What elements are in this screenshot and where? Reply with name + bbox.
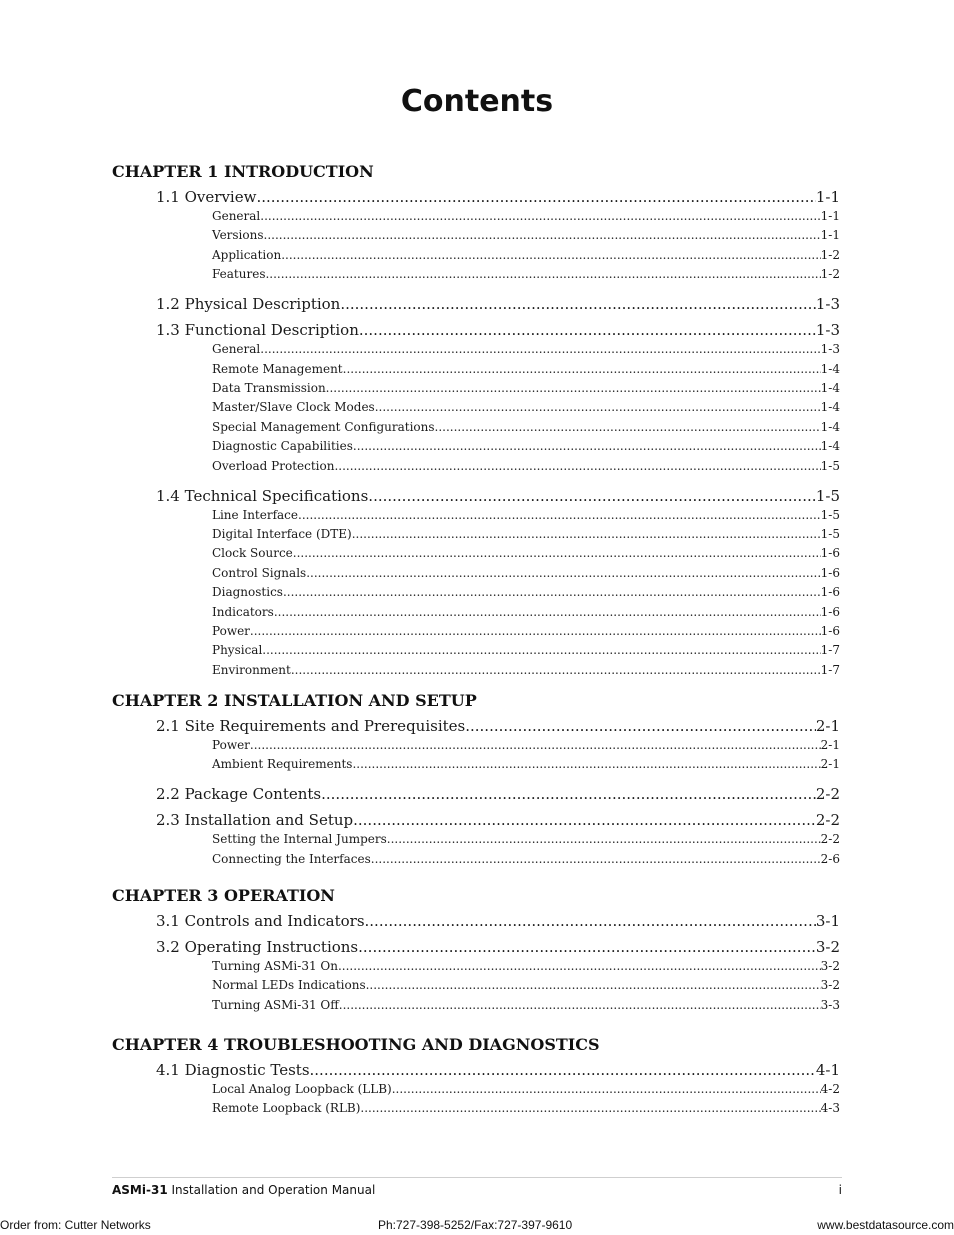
toc-section-entry-label: 1.1 Overview <box>156 188 257 206</box>
toc-subsection-entry-page-number: 3-2 <box>820 978 840 993</box>
toc-section-entry-page-number: 1-3 <box>815 295 840 314</box>
toc-subsection-entry-label: Turning ASMi-31 Off <box>212 997 339 1012</box>
toc-subsection-entry-page-number: 3-2 <box>820 959 840 973</box>
toc-subsection-entry-page-number: 1-4 <box>820 361 840 376</box>
dot-leader <box>392 1082 821 1096</box>
dot-leader <box>256 188 815 206</box>
dot-leader <box>298 508 821 522</box>
toc-subsection-entry-page-number: 1-6 <box>820 604 840 619</box>
dot-leader <box>465 717 816 735</box>
toc-subsection-entry-page-number: 2-2 <box>820 832 840 847</box>
dot-leader <box>365 912 816 930</box>
toc-section-entry[interactable] <box>156 912 840 930</box>
order-from-text: Order from: Cutter Networks <box>0 1218 151 1232</box>
toc-section-entry-page-number: 3-1 <box>815 912 840 930</box>
toc-subsection-entry[interactable] <box>212 738 840 752</box>
toc-subsection-entry-label: Overload Protection <box>212 458 335 473</box>
dot-leader <box>352 527 821 541</box>
toc-subsection-entry-page-number: 4-3 <box>820 1101 840 1116</box>
dot-leader <box>375 400 821 414</box>
dot-leader <box>360 1101 820 1115</box>
toc-subsection-entry[interactable] <box>212 381 840 395</box>
toc-subsection-entry-page-number: 1-4 <box>820 419 840 434</box>
toc-section-entry-label: 1.4 Technical Specifications <box>156 486 369 505</box>
toc-subsection-entry[interactable] <box>212 508 840 522</box>
toc-subsection-entry[interactable] <box>212 439 840 453</box>
toc-subsection-entry-page-number: 1-1 <box>820 228 840 243</box>
toc-subsection-entry-label: Special Management Configurations <box>212 419 435 434</box>
toc-subsection-entry-label: General <box>212 342 261 357</box>
toc-section-entry-page-number: 4-1 <box>815 1061 840 1079</box>
toc-section-entry-label: 2.3 Installation and Setup <box>156 811 354 830</box>
footer-product-name: ASMi-31 <box>112 1183 168 1197</box>
footer-manual-title <box>112 1183 375 1197</box>
toc-section-entry[interactable] <box>156 295 840 313</box>
toc-subsection-entry-label: Physical <box>212 643 263 658</box>
toc-subsection-entry[interactable] <box>212 605 840 619</box>
toc-subsection-entry-page-number: 2-1 <box>820 757 840 772</box>
toc-subsection-entry[interactable] <box>212 248 840 262</box>
dot-leader <box>340 295 816 313</box>
toc-subsection-entry-label: Connecting the Interfaces <box>212 851 371 866</box>
toc-subsection-entry-page-number: 1-2 <box>820 267 840 282</box>
dot-leader <box>281 248 820 262</box>
toc-subsection-entry-page-number: 1-2 <box>820 247 840 262</box>
toc-subsection-entry[interactable] <box>212 546 840 560</box>
chapter-heading: CHAPTER 2 INSTALLATION AND SETUP <box>112 691 477 710</box>
toc-subsection-entry-label: Control Signals <box>212 565 307 580</box>
toc-subsection-entry-label: Versions <box>212 228 264 243</box>
footer-manual-name: Installation and Operation Manual <box>167 1183 376 1197</box>
toc-section-entry-label: 3.1 Controls and Indicators <box>156 912 365 930</box>
toc-section-entry[interactable] <box>156 487 840 505</box>
toc-subsection-entry[interactable] <box>212 1101 840 1115</box>
dot-leader <box>338 959 821 973</box>
dot-leader <box>358 938 816 956</box>
dot-leader <box>366 978 821 992</box>
toc-subsection-entry-label: Setting the Internal Jumpers <box>212 832 387 847</box>
toc-subsection-entry[interactable] <box>212 228 840 242</box>
toc-subsection-entry-page-number: 1-4 <box>820 400 840 415</box>
toc-subsection-entry-page-number: 1-5 <box>820 458 840 473</box>
toc-subsection-entry[interactable] <box>212 585 840 599</box>
toc-subsection-entry-page-number: 4-2 <box>820 1082 840 1096</box>
footer-divider <box>112 1177 842 1178</box>
toc-subsection-entry[interactable] <box>212 342 840 356</box>
toc-subsection-entry[interactable] <box>212 209 840 223</box>
dot-leader <box>326 381 821 395</box>
toc-subsection-entry-page-number: 1-6 <box>820 546 840 561</box>
toc-section-entry[interactable] <box>156 188 840 206</box>
toc-section-entry-label: 1.3 Functional Description <box>156 321 359 340</box>
dot-leader <box>262 643 820 657</box>
toc-subsection-entry-page-number: 1-4 <box>820 381 840 395</box>
toc-subsection-entry-page-number: 1-7 <box>820 643 840 658</box>
toc-section-entry[interactable] <box>156 1061 840 1079</box>
toc-subsection-entry-page-number: 1-6 <box>820 624 840 638</box>
toc-subsection-entry-page-number: 3-3 <box>820 997 840 1012</box>
toc-subsection-entry-label: Diagnostic Capabilities <box>212 439 353 454</box>
dot-leader <box>353 439 821 453</box>
toc-section-entry[interactable] <box>156 938 840 956</box>
toc-subsection-entry[interactable] <box>212 566 840 580</box>
dot-leader <box>334 459 820 473</box>
toc-section-entry-label: 3.2 Operating Instructions <box>156 938 359 956</box>
toc-subsection-entry[interactable] <box>212 459 840 473</box>
toc-subsection-entry-page-number: 1-1 <box>820 209 840 223</box>
toc-subsection-entry[interactable] <box>212 400 840 414</box>
dot-leader <box>293 546 821 560</box>
dot-leader <box>339 998 821 1012</box>
toc-subsection-entry-label: Remote Management <box>212 361 343 376</box>
toc-subsection-entry[interactable] <box>212 757 840 771</box>
toc-subsection-entry[interactable] <box>212 852 840 866</box>
toc-subsection-entry-label: Remote Loopback (RLB) <box>212 1101 361 1116</box>
dot-leader <box>250 624 821 638</box>
toc-subsection-entry-page-number: 2-1 <box>820 738 840 752</box>
toc-section-entry[interactable] <box>156 785 840 803</box>
toc-subsection-entry[interactable] <box>212 1082 840 1096</box>
dot-leader <box>371 852 821 866</box>
toc-subsection-entry-label: Indicators <box>212 604 274 619</box>
dot-leader <box>264 228 821 242</box>
toc-subsection-entry[interactable] <box>212 959 840 973</box>
toc-subsection-entry-page-number: 1-4 <box>820 439 840 454</box>
toc-section-entry-label: 4.1 Diagnostic Tests <box>156 1061 310 1079</box>
toc-subsection-entry-label: Power <box>212 624 250 638</box>
toc-subsection-entry[interactable] <box>212 998 840 1012</box>
chapter-heading: CHAPTER 4 TROUBLESHOOTING AND DIAGNOSTICS <box>112 1035 600 1054</box>
toc-section-entry-page-number: 1-1 <box>815 188 840 206</box>
toc-section-entry[interactable] <box>156 717 840 735</box>
dot-leader <box>260 209 820 223</box>
dot-leader <box>310 1061 816 1079</box>
dot-leader <box>359 321 816 339</box>
toc-section-entry[interactable] <box>156 321 840 339</box>
toc-section-entry-page-number: 2-2 <box>815 811 840 830</box>
toc-section-entry-label: 2.2 Package Contents <box>156 785 322 804</box>
toc-subsection-entry[interactable] <box>212 832 840 846</box>
order-info-bar <box>0 1216 954 1234</box>
toc-subsection-entry-page-number: 1-3 <box>820 342 840 357</box>
toc-subsection-entry-label: Local Analog Loopback (LLB) <box>212 1082 392 1096</box>
toc-section-entry[interactable] <box>156 811 840 829</box>
dot-leader <box>368 487 816 505</box>
toc-section-entry-page-number: 2-1 <box>815 717 840 735</box>
toc-section-entry-page-number: 1-5 <box>815 486 840 505</box>
order-website: www.bestdatasource.com <box>817 1218 954 1232</box>
toc-subsection-entry[interactable] <box>212 267 840 281</box>
dot-leader <box>283 585 821 599</box>
toc-subsection-entry-page-number: 1-6 <box>820 565 840 580</box>
toc-subsection-entry-page-number: 1-7 <box>820 662 840 677</box>
order-phone-fax: Ph:727-398-5252/Fax:727-397-9610 <box>378 1218 573 1232</box>
toc-section-entry-page-number: 1-3 <box>815 321 840 340</box>
toc-subsection-entry-page-number: 1-5 <box>820 527 840 541</box>
dot-leader <box>306 566 820 580</box>
toc-subsection-entry-label: Normal LEDs Indications <box>212 978 366 993</box>
toc-subsection-entry-label: Diagnostics <box>212 585 283 600</box>
toc-subsection-entry-label: Line Interface <box>212 507 298 522</box>
toc-subsection-entry[interactable] <box>212 527 840 541</box>
toc-subsection-entry-label: Environment <box>212 662 291 677</box>
page-title: Contents <box>400 84 554 119</box>
toc-subsection-entry[interactable] <box>212 978 840 992</box>
toc-section-entry-page-number: 2-2 <box>815 785 840 804</box>
dot-leader <box>260 342 820 356</box>
dot-leader <box>274 605 821 619</box>
toc-subsection-entry-label: General <box>212 209 261 223</box>
dot-leader <box>321 785 816 803</box>
toc-section-entry-page-number: 3-2 <box>815 938 840 956</box>
toc-subsection-entry-label: Features <box>212 267 266 282</box>
dot-leader <box>343 362 821 376</box>
toc-subsection-entry[interactable] <box>212 643 840 657</box>
dot-leader <box>353 811 816 829</box>
chapter-heading: CHAPTER 3 OPERATION <box>112 886 335 905</box>
toc-subsection-entry-label: Clock Source <box>212 546 293 561</box>
toc-subsection-entry[interactable] <box>212 663 840 677</box>
toc-subsection-entry-label: Master/Slave Clock Modes <box>212 400 375 415</box>
toc-section-entry-label: 2.1 Site Requirements and Prerequisites <box>156 717 466 735</box>
dot-leader <box>435 420 821 434</box>
dot-leader <box>352 757 820 771</box>
toc-subsection-entry-page-number: 1-5 <box>820 507 840 522</box>
dot-leader <box>291 663 821 677</box>
footer-page-number: i <box>838 1183 842 1197</box>
toc-subsection-entry-label: Ambient Requirements <box>212 757 353 772</box>
toc-subsection-entry[interactable] <box>212 624 840 638</box>
dot-leader <box>265 267 820 281</box>
toc-subsection-entry[interactable] <box>212 420 840 434</box>
chapter-heading: CHAPTER 1 INTRODUCTION <box>112 162 374 181</box>
toc-section-entry-label: 1.2 Physical Description <box>156 295 341 314</box>
toc-subsection-entry-label: Power <box>212 738 250 752</box>
toc-subsection-entry-page-number: 1-6 <box>820 585 840 600</box>
dot-leader <box>387 832 821 846</box>
toc-subsection-entry-label: Digital Interface (DTE) <box>212 527 352 541</box>
toc-subsection-entry-page-number: 2-6 <box>820 851 840 866</box>
toc-subsection-entry[interactable] <box>212 362 840 376</box>
toc-subsection-entry-label: Data Transmission <box>212 381 326 395</box>
toc-subsection-entry-label: Application <box>212 247 282 262</box>
toc-subsection-entry-label: Turning ASMi-31 On <box>212 959 338 973</box>
dot-leader <box>250 738 821 752</box>
